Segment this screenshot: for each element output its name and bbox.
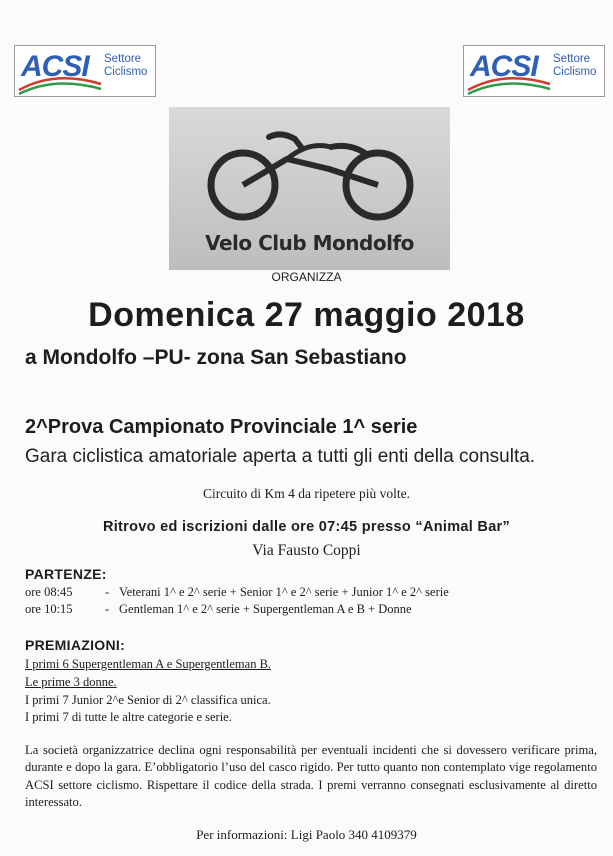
acsi-logo-left — [14, 45, 156, 97]
velo-club-logo — [169, 107, 450, 270]
partenze-row: ore 08:45 - Veterani 1^ e 2^ serie + Senior 1^ e 2^ serie + Junior 1^ e 2^ serie — [25, 585, 449, 599]
event-location: a Mondolfo –PU- zona San Sebastiano — [25, 346, 407, 369]
event-date: Domenica 27 maggio 2018 — [88, 296, 525, 334]
acsi-logo-word: ACSI — [470, 50, 538, 83]
premiazioni-line: I primi 6 Supergentleman A e Supergentleman B. — [25, 657, 272, 671]
event-subtitle: Gara ciclistica amatoriale aperta a tutti gli enti della consulta. — [25, 446, 536, 467]
acsi-logo-subtitle: Settore Ciclismo — [553, 53, 597, 78]
bicycle-icon — [169, 107, 450, 227]
organizza-label: ORGANIZZA — [271, 270, 342, 284]
meeting-info: Ritrovo ed iscrizioni dalle ore 07:45 presso “Animal Bar” — [102, 519, 511, 535]
circuit-info: Circuito di Km 4 da ripetere più volte. — [203, 486, 410, 501]
premiazioni-line: I primi 7 di tutte le altre categorie e serie. — [25, 710, 232, 724]
club-name: Velo Club Mondolfo — [205, 231, 414, 255]
premiazioni-line: I primi 7 Junior 2^e Senior di 2^ classifica unica. — [25, 693, 271, 707]
premiazioni-line: Le prime 3 donne. — [25, 675, 117, 689]
contact-info: Per informazioni: Ligi Paolo 340 4109379 — [196, 827, 417, 842]
partenze-row: ore 10:15 - Gentleman 1^ e 2^ serie + Supergentleman A e B + Donne — [25, 602, 412, 616]
acsi-logo-word: ACSI — [21, 50, 89, 83]
street-info: Via Fausto Coppi — [252, 542, 361, 559]
event-title: 2^Prova Campionato Provinciale 1^ serie — [25, 416, 418, 438]
disclaimer-text: La società organizzatrice declina ogni responsabilità per eventuali incidenti che si dovessero verificare prima, durante e dopo la gara. E’obbligatorio l’uso del casco rigido. Per tutto quanto non contemplato vige regolamento ACSI settore ciclismo. Rispettare il codice della strada. I premi verranno consegnati esclusivamente al diretto interessato. — [25, 743, 597, 810]
acsi-logo-right — [463, 45, 605, 97]
acsi-logo-subtitle: Settore Ciclismo — [104, 53, 148, 78]
premiazioni-heading: PREMIAZIONI: — [25, 637, 126, 653]
partenze-heading: PARTENZE: — [25, 566, 107, 582]
